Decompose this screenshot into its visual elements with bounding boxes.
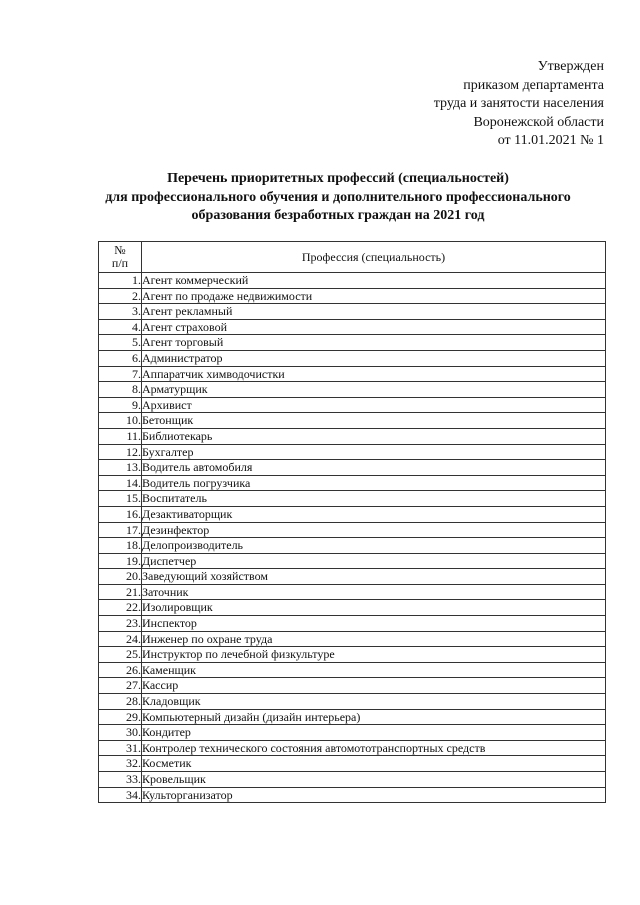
row-number: 22. — [99, 600, 142, 616]
row-profession: Агент коммерческий — [142, 273, 606, 289]
row-profession: Компьютерный дизайн (дизайн интерьера) — [142, 709, 606, 725]
row-profession: Заведующий хозяйством — [142, 569, 606, 585]
row-profession: Бетонщик — [142, 413, 606, 429]
approval-line: приказом департамента — [463, 77, 604, 93]
row-profession: Библиотекарь — [142, 428, 606, 444]
table-row — [99, 506, 606, 522]
table-row — [99, 569, 606, 585]
header-profession: Профессия (специальность) — [142, 242, 606, 273]
table-row — [99, 538, 606, 554]
row-number: 27. — [99, 678, 142, 694]
table-row — [99, 491, 606, 507]
row-number: 29. — [99, 709, 142, 725]
table-row — [99, 600, 606, 616]
approval-line: труда и занятости населения — [433, 96, 604, 111]
row-profession: Водитель автомобиля — [142, 460, 606, 476]
row-number: 13. — [99, 460, 142, 476]
row-profession: Дезактиваторщик — [142, 506, 606, 522]
row-number: 18. — [99, 538, 142, 554]
row-profession: Делопроизводитель — [142, 538, 606, 554]
table-row — [99, 616, 606, 632]
row-profession: Кондитер — [142, 725, 606, 741]
table-row — [99, 553, 606, 569]
row-profession: Косметик — [142, 756, 606, 772]
table-row — [99, 756, 606, 772]
row-number: 30. — [99, 725, 142, 741]
row-number: 20. — [99, 569, 142, 585]
table-row — [99, 382, 606, 398]
row-number: 4. — [99, 319, 142, 335]
row-profession: Контролер технического состояния автомототранспортных средств — [142, 740, 606, 756]
row-profession: Агент торговый — [142, 335, 606, 351]
row-profession: Бухгалтер — [142, 444, 606, 460]
row-number: 10. — [99, 413, 142, 429]
row-number: 26. — [99, 662, 142, 678]
row-number: 32. — [99, 756, 142, 772]
row-number: 2. — [99, 288, 142, 304]
row-profession: Агент по продаже недвижимости — [142, 288, 606, 304]
row-profession: Арматурщик — [142, 382, 606, 398]
table-row — [99, 304, 606, 320]
table-row — [99, 772, 606, 788]
row-profession: Заточник — [142, 584, 606, 600]
table-row — [99, 709, 606, 725]
row-number: 21. — [99, 584, 142, 600]
header-number-symbol: № — [114, 243, 126, 257]
header-number — [99, 242, 142, 273]
row-number: 19. — [99, 553, 142, 569]
row-profession: Агент страховой — [142, 319, 606, 335]
table-row — [99, 694, 606, 710]
row-number: 33. — [99, 772, 142, 788]
row-profession: Инженер по охране труда — [142, 631, 606, 647]
table-row — [99, 740, 606, 756]
table-row — [99, 319, 606, 335]
row-profession: Культорганизатор — [142, 787, 606, 803]
row-number: 9. — [99, 397, 142, 413]
row-profession: Агент рекламный — [142, 304, 606, 320]
header-number-abbr: п/п — [111, 256, 129, 270]
row-number: 23. — [99, 616, 142, 632]
row-number: 5. — [99, 335, 142, 351]
table-row — [99, 413, 606, 429]
table-row — [99, 288, 606, 304]
title-line: образования безработных граждан на 2021 год — [191, 208, 485, 223]
row-profession: Кровельщик — [142, 772, 606, 788]
table-row — [99, 647, 606, 663]
row-number: 11. — [99, 428, 142, 444]
row-profession: Инспектор — [142, 616, 606, 632]
row-number: 1. — [99, 273, 142, 289]
row-profession: Воспитатель — [142, 491, 606, 507]
table-row — [99, 475, 606, 491]
document-title — [0, 170, 640, 226]
row-number: 6. — [99, 350, 142, 366]
row-profession: Диспетчер — [142, 553, 606, 569]
row-number: 14. — [99, 475, 142, 491]
row-number: 7. — [99, 366, 142, 382]
row-profession: Водитель погрузчика — [142, 475, 606, 491]
title-line: для профессионального обучения и дополнительного профессионального — [105, 189, 571, 205]
row-number: 3. — [99, 304, 142, 320]
row-number: 31. — [99, 740, 142, 756]
table-row — [99, 273, 606, 289]
row-profession: Изолировщик — [142, 600, 606, 616]
table-row — [99, 725, 606, 741]
row-number: 34. — [99, 787, 142, 803]
table-row — [99, 678, 606, 694]
table-row — [99, 662, 606, 678]
row-profession: Администратор — [142, 350, 606, 366]
row-profession: Кладовщик — [142, 694, 606, 710]
row-number: 12. — [99, 444, 142, 460]
row-profession: Дезинфектор — [142, 522, 606, 538]
row-number: 24. — [99, 631, 142, 647]
row-profession: Аппаратчик химводочистки — [142, 366, 606, 382]
table-row — [99, 522, 606, 538]
row-profession: Инструктор по лечебной физкультуре — [142, 647, 606, 663]
table-row — [99, 584, 606, 600]
row-number: 15. — [99, 491, 142, 507]
table-row — [99, 631, 606, 647]
approval-line: Воронежской области — [473, 114, 604, 130]
table-row — [99, 335, 606, 351]
table-row — [99, 460, 606, 476]
row-number: 25. — [99, 647, 142, 663]
row-number: 16. — [99, 506, 142, 522]
approval-date-line: от 11.01.2021 № 1 — [497, 133, 604, 148]
approval-line: Утвержден — [537, 59, 604, 74]
title-line: Перечень приоритетных профессий (специальностей) — [167, 171, 509, 186]
table-header-row — [99, 242, 606, 273]
table-row — [99, 366, 606, 382]
table-row — [99, 787, 606, 803]
professions-table — [98, 241, 606, 803]
row-profession: Кассир — [142, 678, 606, 694]
table-row — [99, 350, 606, 366]
row-profession: Архивист — [142, 397, 606, 413]
table-row — [99, 397, 606, 413]
row-number: 8. — [99, 382, 142, 398]
table-row — [99, 444, 606, 460]
approval-block — [434, 58, 604, 151]
row-profession: Каменщик — [142, 662, 606, 678]
row-number: 17. — [99, 522, 142, 538]
row-number: 28. — [99, 694, 142, 710]
table-row — [99, 428, 606, 444]
